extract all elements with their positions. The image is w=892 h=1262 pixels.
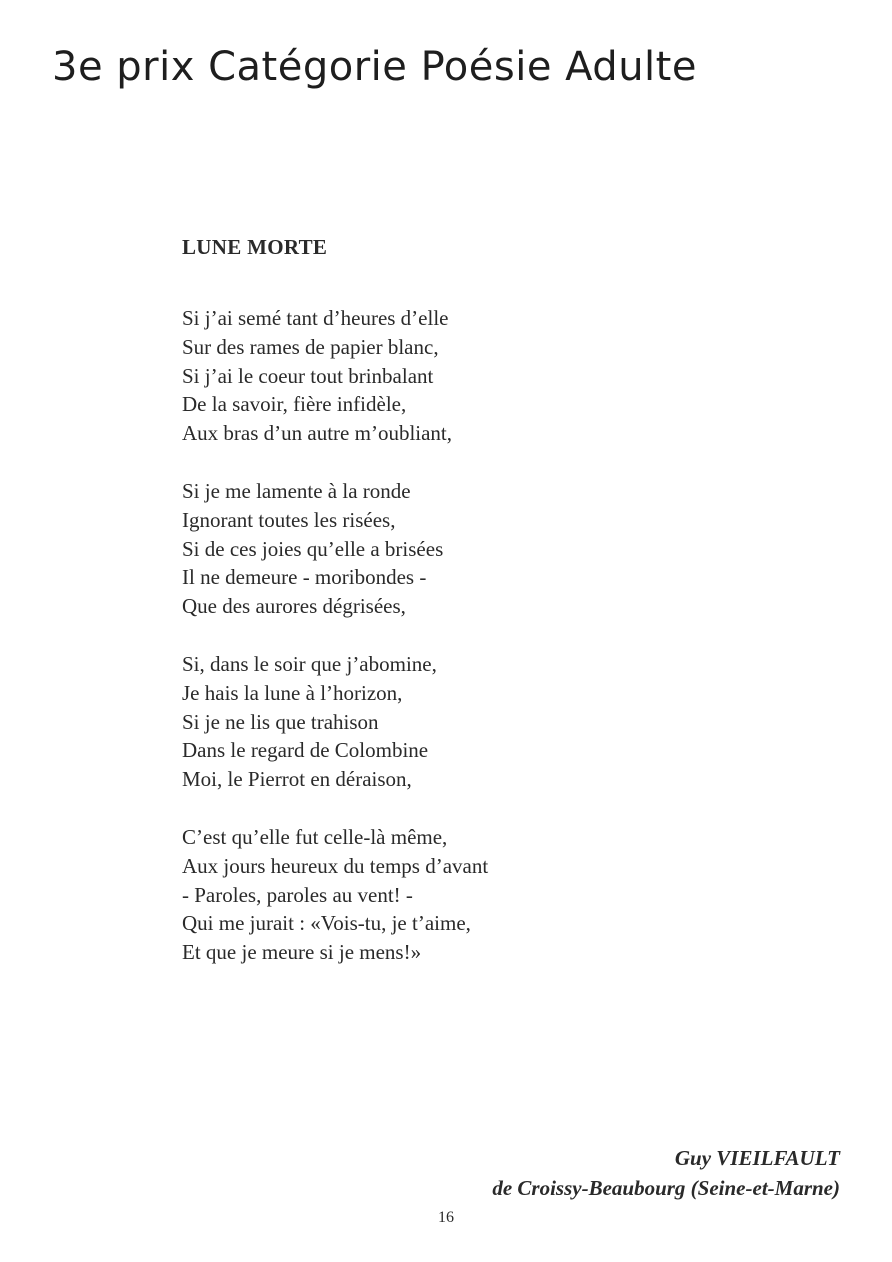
poem-line: Ignorant toutes les risées,: [182, 507, 396, 532]
poem-line: Sur des rames de papier blanc,: [182, 334, 439, 359]
poem-line: Qui me jurait : «Vois-tu, je t’aime,: [182, 911, 471, 936]
poem-line: Et que je meure si je mens!»: [182, 940, 422, 965]
poem-line: Aux jours heureux du temps d’avant: [182, 853, 489, 878]
poem-title: LUNE MORTE: [182, 235, 328, 259]
stanza-2: [182, 477, 782, 621]
poem-line: Si, dans le soir que j’abomine,: [182, 651, 437, 676]
poem-line: Que des aurores dégrisées,: [182, 594, 406, 619]
poem-line: C’est qu’elle fut celle-là même,: [182, 824, 448, 849]
poem-line: Si j’ai semé tant d’heures d’elle: [182, 306, 449, 330]
poem-line: De la savoir, fière infidèle,: [182, 392, 407, 417]
author-origin: de Croissy-Beaubourg (Seine-et-Marne): [492, 1176, 840, 1200]
poem-line: Si j’ai le coeur tout brinbalant: [182, 363, 434, 388]
poem-line: Si je me lamente à la ronde: [182, 478, 411, 503]
poem-line: Dans le regard de Colombine: [182, 738, 429, 763]
poem-line: Aux bras d’un autre m’oubliant,: [182, 421, 453, 446]
poem-line: Il ne demeure - moribondes -: [182, 565, 427, 590]
stanza-4: [182, 823, 782, 967]
poem-line: Si je ne lis que trahison: [182, 709, 379, 734]
author-signature: [492, 1143, 840, 1203]
stanza-1: [182, 304, 782, 448]
stanza-3: [182, 650, 782, 794]
poem: [182, 235, 782, 996]
author-name: Guy VIEILFAULT: [674, 1146, 840, 1170]
page-number: 16: [438, 1209, 454, 1226]
poem-line: Si de ces joies qu’elle a brisées: [182, 536, 444, 561]
poem-line: - Paroles, paroles au vent! -: [182, 882, 413, 907]
poem-line: Moi, le Pierrot en déraison,: [182, 767, 412, 792]
award-heading: 3e prix Catégorie Poésie Adulte: [52, 44, 697, 90]
poem-line: Je hais la lune à l’horizon,: [182, 680, 403, 705]
